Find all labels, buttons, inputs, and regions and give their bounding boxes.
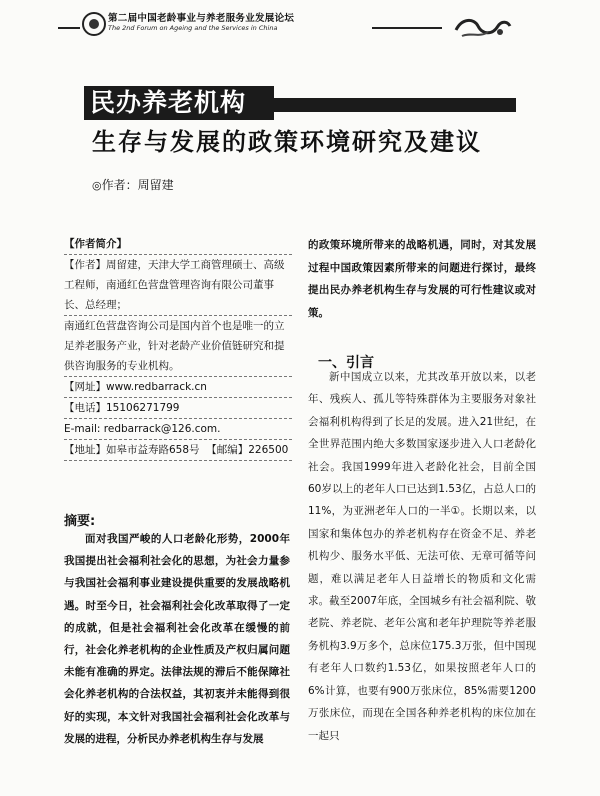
author-bio <box>64 234 292 461</box>
article-title-line2: 生存与发展的政策环境研究及建议 <box>92 128 482 156</box>
article-title-line1: 民办养老机构 <box>84 86 274 120</box>
abstract-title: 摘要: <box>64 514 96 529</box>
header-rule-right <box>372 27 442 29</box>
conference-title-en: The 2nd Forum on Ageing and the Services in China <box>108 24 278 32</box>
bio-phone: 【电话】15106271799 <box>64 402 180 414</box>
bio-website: 【网址】www.redbarrack.cn <box>64 381 207 393</box>
author-bullet-icon: ◎ <box>92 179 102 192</box>
bio-address-row <box>64 440 292 460</box>
forum-logo-icon <box>82 12 106 36</box>
decorative-swirl-icon <box>452 14 512 40</box>
introduction-paragraph: 新中国成立以来，尤其改革开放以来，以老年、残疾人、孤儿等特殊群体为主要服务对象社会福利机构得到了长足的发展。进入21世纪，在全世界范围内绝大多数国家逐步进入人口老龄化社会。我国1999年进入老龄化社会，目前全国60岁以上的老年人口已达到1.53亿，占总人口的11%，为亚洲老年人口的一半①。长期以来，以国家和集体包办的养老机构存在资金不足、养老机构少、服务水平低、无法可依、无章可循等问题，难以满足老年人日益增长的物质和文化需求。截至2007年底，全国城乡有社会福利院、敬老院、养老院、老年公寓和老年护理院等养老服务机构3.9万多个，总床位175.3万张，但中国现有老年人口数约1.53亿，如果按照老年人口的6%计算，也要有900万张床位，85%需要1200万张床位，而现在全国各种养老机构的床位加在一起只 <box>308 371 536 742</box>
bio-postcode: 【邮编】226500 <box>206 444 289 456</box>
title-decorative-bar <box>274 98 516 112</box>
bio-author-line: 【作者】周留建，天津大学工商管理硕士、高级工程师，南通红色营盘管理咨询有限公司董事长、总经理； <box>64 259 285 311</box>
bio-company-desc: 南通红色营盘咨询公司是国内首个也是唯一的立足养老服务产业，针对老龄产业价值链研究和提供咨询服务的专业机构。 <box>64 320 285 372</box>
header-rule-left <box>58 27 80 29</box>
introduction-body <box>308 366 536 747</box>
author-line <box>92 176 174 193</box>
bio-heading: 【作者简介】 <box>64 238 127 250</box>
bio-divider <box>64 460 292 461</box>
abstract-body <box>64 528 290 750</box>
conference-title-cn: 第二届中国老龄事业与养老服务业发展论坛 <box>108 13 295 24</box>
bio-address: 【地址】如皋市益寿路658号 <box>64 444 200 456</box>
abstract-paragraph: 面对我国严峻的人口老龄化形势，2000年我国提出社会福利社会化的思想，为社会力量参与我国社会福利事业建设提供重要的发展战略机遇。时至今日，社会福利社会化改革取得了一定的成就，但是社会福利社会化改革在缓慢的前行，社会化养老机构的企业性质及产权归属问题未能有准确的界定。法律法规的滞后不能保障社会化养老机构的合法权益，其初衷并未能得到很好的实现，本文针对我国社会福利社会化改革与发展的进程，分析民办养老机构生存与发展 <box>64 533 290 745</box>
author-name: 作者：周留建 <box>101 178 174 192</box>
bio-email: E-mail: redbarrack@126.com. <box>64 423 221 435</box>
abstract-continuation: 的政策环境所带来的战略机遇，同时，对其发展过程中国政策因素所带来的问题进行探讨，最终提出民办养老机构生存与发展的可行性建议或对策。 <box>308 239 536 319</box>
section-title-introduction: 一、引言 <box>318 355 374 371</box>
